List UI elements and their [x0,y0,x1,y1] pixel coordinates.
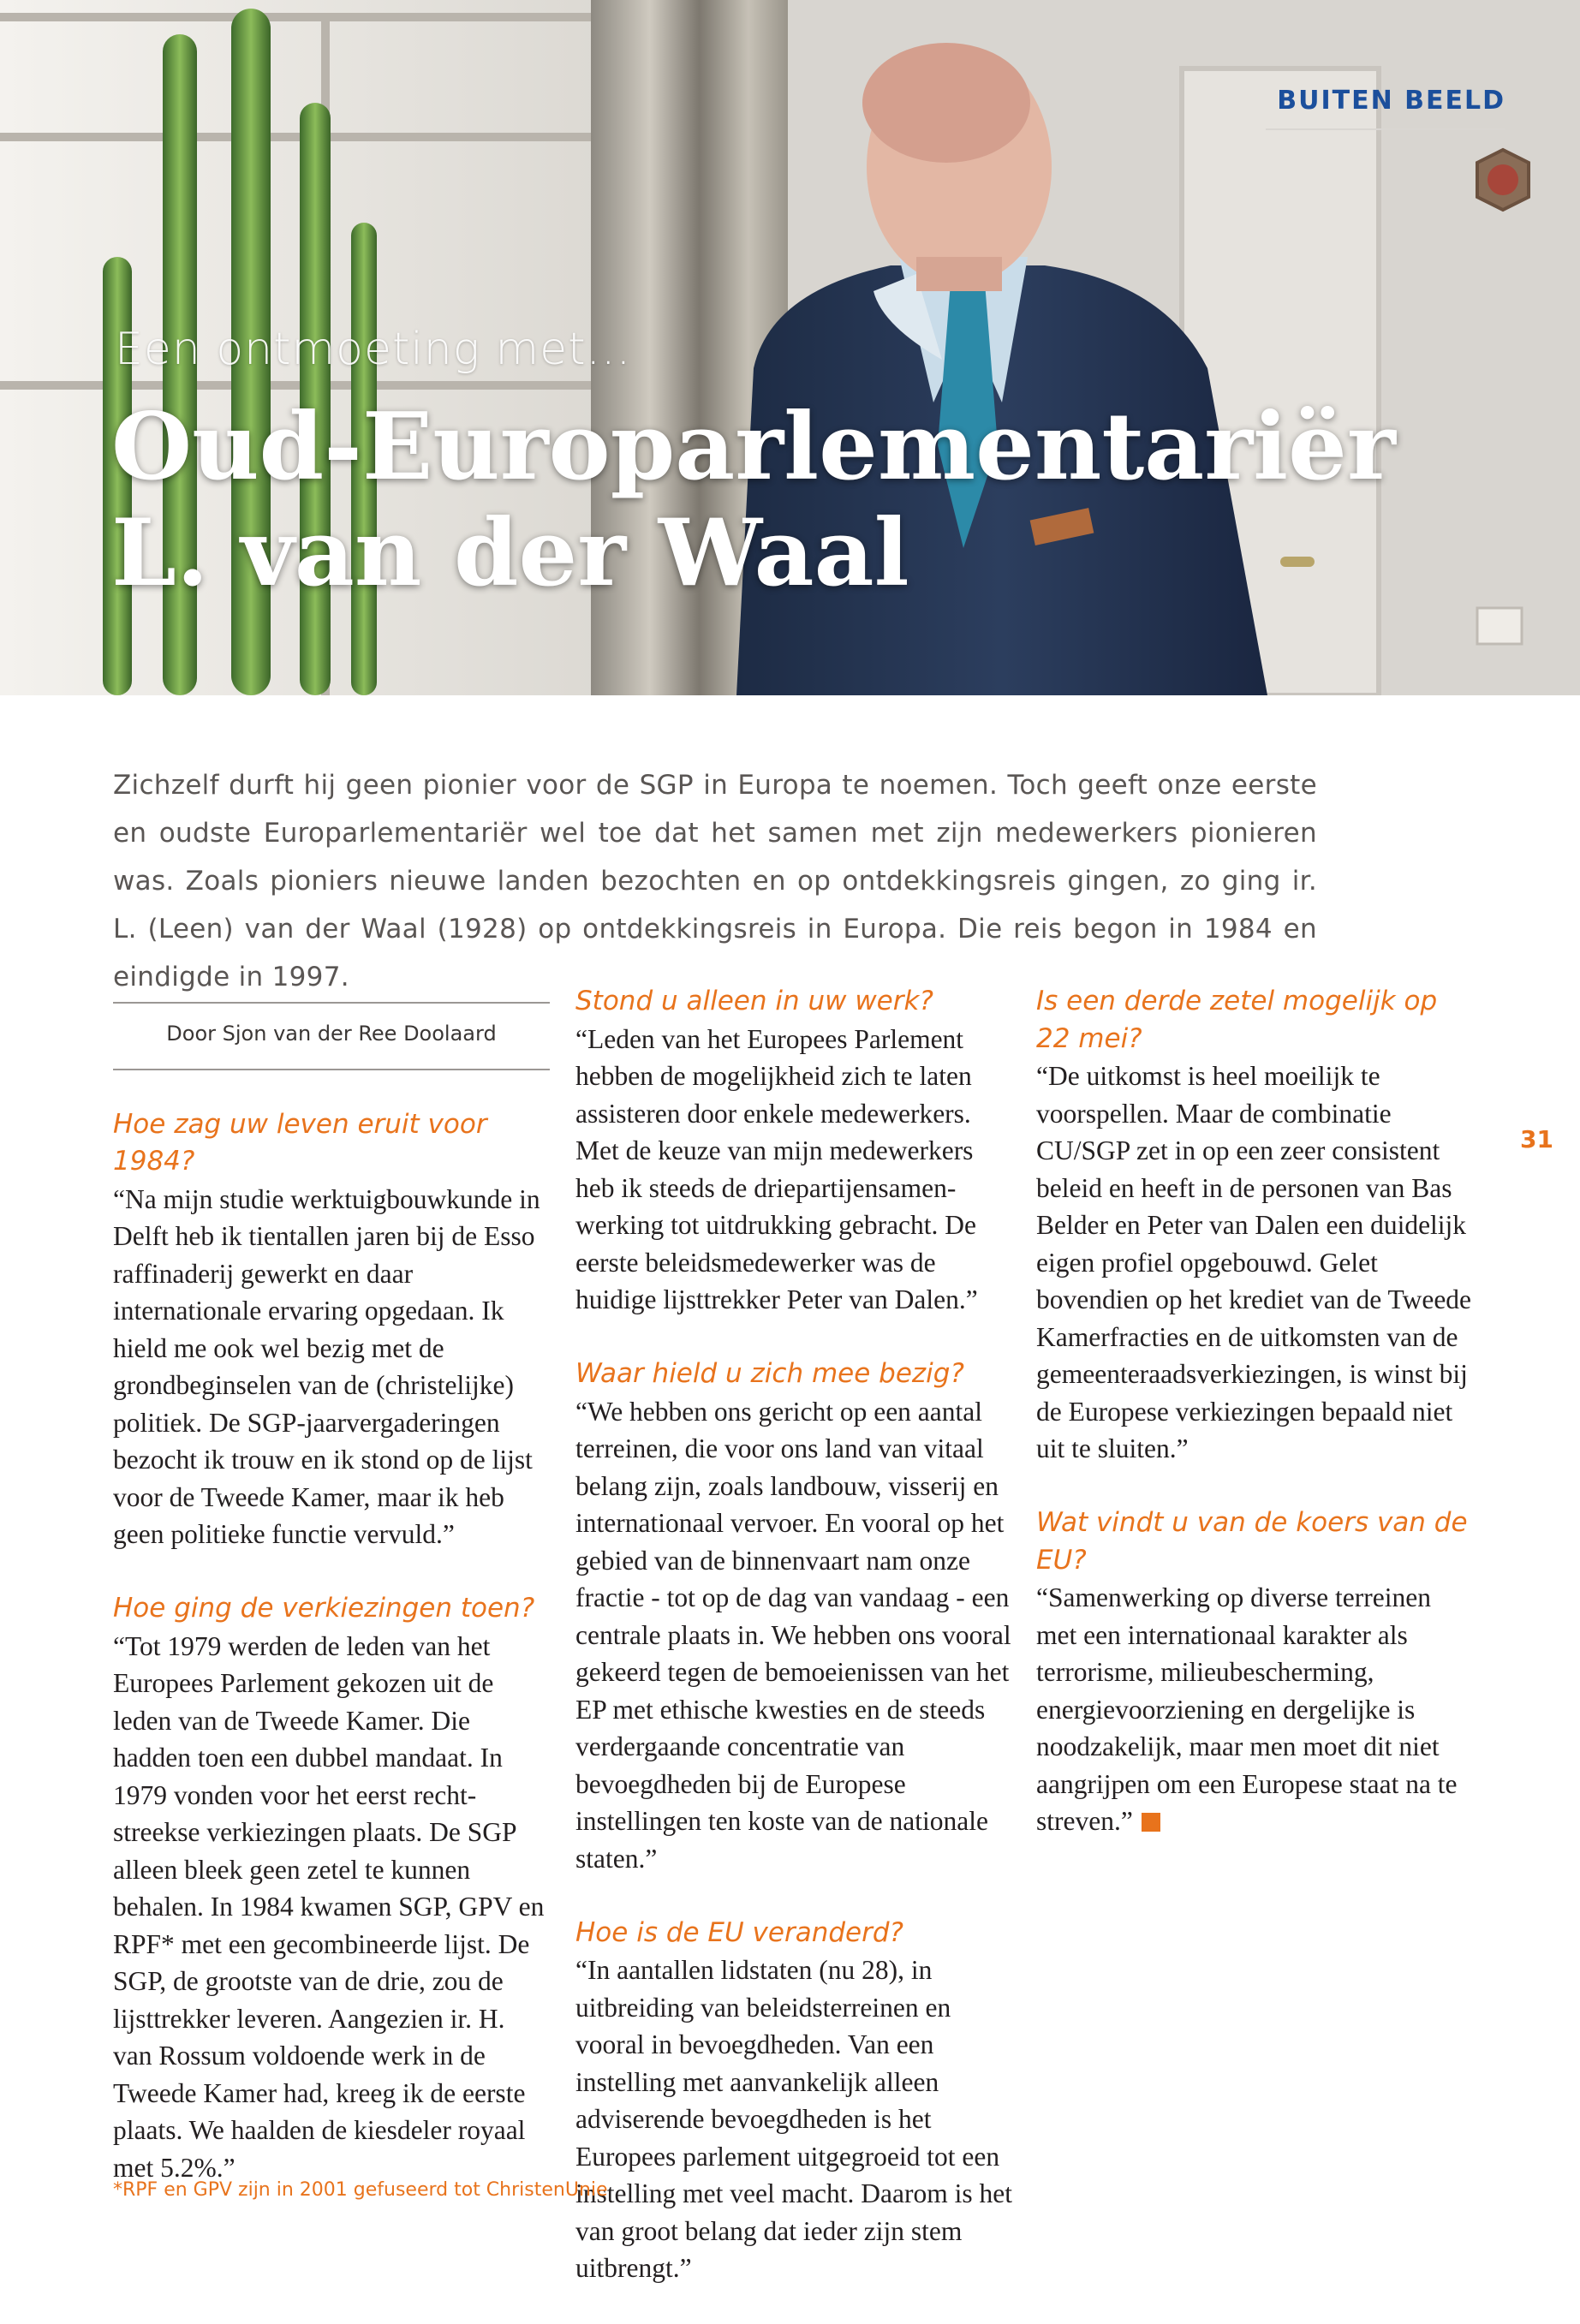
question-heading: Wat vindt u van de koers van de EU? [1036,1507,1468,1576]
article-column-1 [113,983,550,2224]
answer-paragraph: “Leden van het Europees Parlement hebben de mogelijkheid zich te laten assisteren door enkele medewerkers. Met de keuze van mijn medewerkers heb ik steeds de driepartijensamenwerking tot uitdrukking gebracht. De eerste beleidsmedewerker was de huidige lijsttrekker Peter van Dalen.” [575,1023,978,1314]
answer-paragraph: “Na mijn studie werktuigbouwkunde in Delft heb ik tientallen jaren bij de Esso raffinaderij gewerkt en daar internationale ervaring opgedaan. Ik hield me ook wel bezig met de grondbeginselen van de (christelijke) politiek. De SGP-jaarvergaderingen bezocht ik trouw en ik stond op de lijst voor de Tweede Kamer, maar ik heb geen politieke functie vervuld.” [113,1183,540,1549]
question-heading: Stond u alleen in uw werk? [575,986,933,1016]
end-mark-icon [1142,1813,1160,1832]
page-title-line-2: L. van der Waal [111,499,909,607]
byline-box [113,1002,550,1070]
question-heading: Waar hield u zich mee bezig? [575,1358,964,1389]
kicker: Een ontmoeting met... [115,324,632,375]
question-heading: Is een derde zetel mogelijk op 22 mei? [1036,986,1438,1054]
section-label: BUITEN BEELD [1277,86,1505,116]
intro-paragraph: Zichzelf durft hij geen pionier voor de SGP in Europa te noemen. Toch geeft onze eerste en oudste Europarlementariër wel toe dat het samen met zijn medewerkers pionieren was. Zoals pioniers nieuwe landen bezochten en op ontdekkingsreis gingen, zo ging ir. L. (Leen) van der Waal (1928) op ontdekkingsreis in Europa. Die reis begon in 1984 en eindigde in 1997. [113,770,1317,992]
article-column-2 [575,983,1012,2324]
answer-paragraph: “Tot 1979 werden de leden van het Europees Parlement gekozen uit de leden van de Tweede Kamer. Die hadden toen een dubbel mandaat. In 1979 vonden voor het eerst rechtstreekse verkiezingen plaats. De SGP alleen bleek geen zetel te kunnen behalen. In 1984 kwamen SGP, GPV en RPF* met een gecombineerde lijst. De SGP, de grootste van de drie, zou de lijsttrekker leveren. Aangezien ir. H. van Rossum voldoende werk in de Tweede Kamer had, kreeg ik de eerste plaats. We haalden de kiesdeler royaal met 5.2%.” [113,1630,545,2183]
answer-paragraph: “We hebben ons gericht op een aantal terreinen, die voor ons land van vitaal belang zijn, zoals landbouw, visserij en internationaal vervoer. En vooral op het gebied van de binnenvaart nam onze fractie - tot op de dag van vandaag - een centrale plaats in. We hebben ons vooral gekeerd tegen de bemoeienissen van het EP met ethische kwesties en de steeds verdergaande concentratie van bevoegdheden bij de Europese instellingen ten koste van de nationale staten.” [575,1396,1011,1874]
answer-paragraph: “In aantallen lidstaten (nu 28), in uitbreiding van beleidsterreinen en vooral in bevoegdheden. Van een instelling met aanvankelijk alleen adviserende bevoegdheden is het Europees parlement uitgegroeid tot een instelling met veel macht. Daarom is het van groot belang dat ieder zijn stem uitbrengt.” [575,1955,1012,2283]
page-title-line-1: Oud-Europarlementariër [111,393,1396,501]
question-heading: Hoe zag uw leven eruit voor 1984? [113,1108,487,1177]
article-column-3 [1036,983,1473,1877]
answer-paragraph [1036,1579,1473,1840]
question-heading: Hoe is de EU veranderd? [575,1916,903,1948]
answer-text: “Samenwerking op diverse terreinen met een internationaal karakter als terrorisme, milieubescherming, energievoorziening en dergelijke is noodzakelijk, maar men moet dit niet aangrijpen om een Europese staat na te streven.” [1036,1582,1458,1836]
footnote: *RPF en GPV zijn in 2001 gefuseerd tot ChristenUnie [113,2179,608,2201]
hero-photo [0,0,1580,695]
page-title [111,394,1396,606]
answer-paragraph: “De uitkomst is heel moeilijk te voorspellen. Maar de combinatie CU/SGP zet in op een zeer consistent beleid en heeft in de personen van Bas Belder en Peter van Dalen een duidelijk eigen profiel opgebouwd. Gelet bovendien op het krediet van de Tweede Kamerfracties en de uitkomsten van de gemeenteraadsverkiezingen, is winst bij de Europese verkiezingen bepaald niet uit te sluiten.” [1036,1061,1472,1463]
page-number: 31 [1520,1125,1553,1153]
byline: Door Sjon van der Ree Doolaard [166,1022,497,1046]
section-rule [1266,128,1505,130]
question-heading: Hoe ging de verkiezingen toen? [113,1593,535,1624]
